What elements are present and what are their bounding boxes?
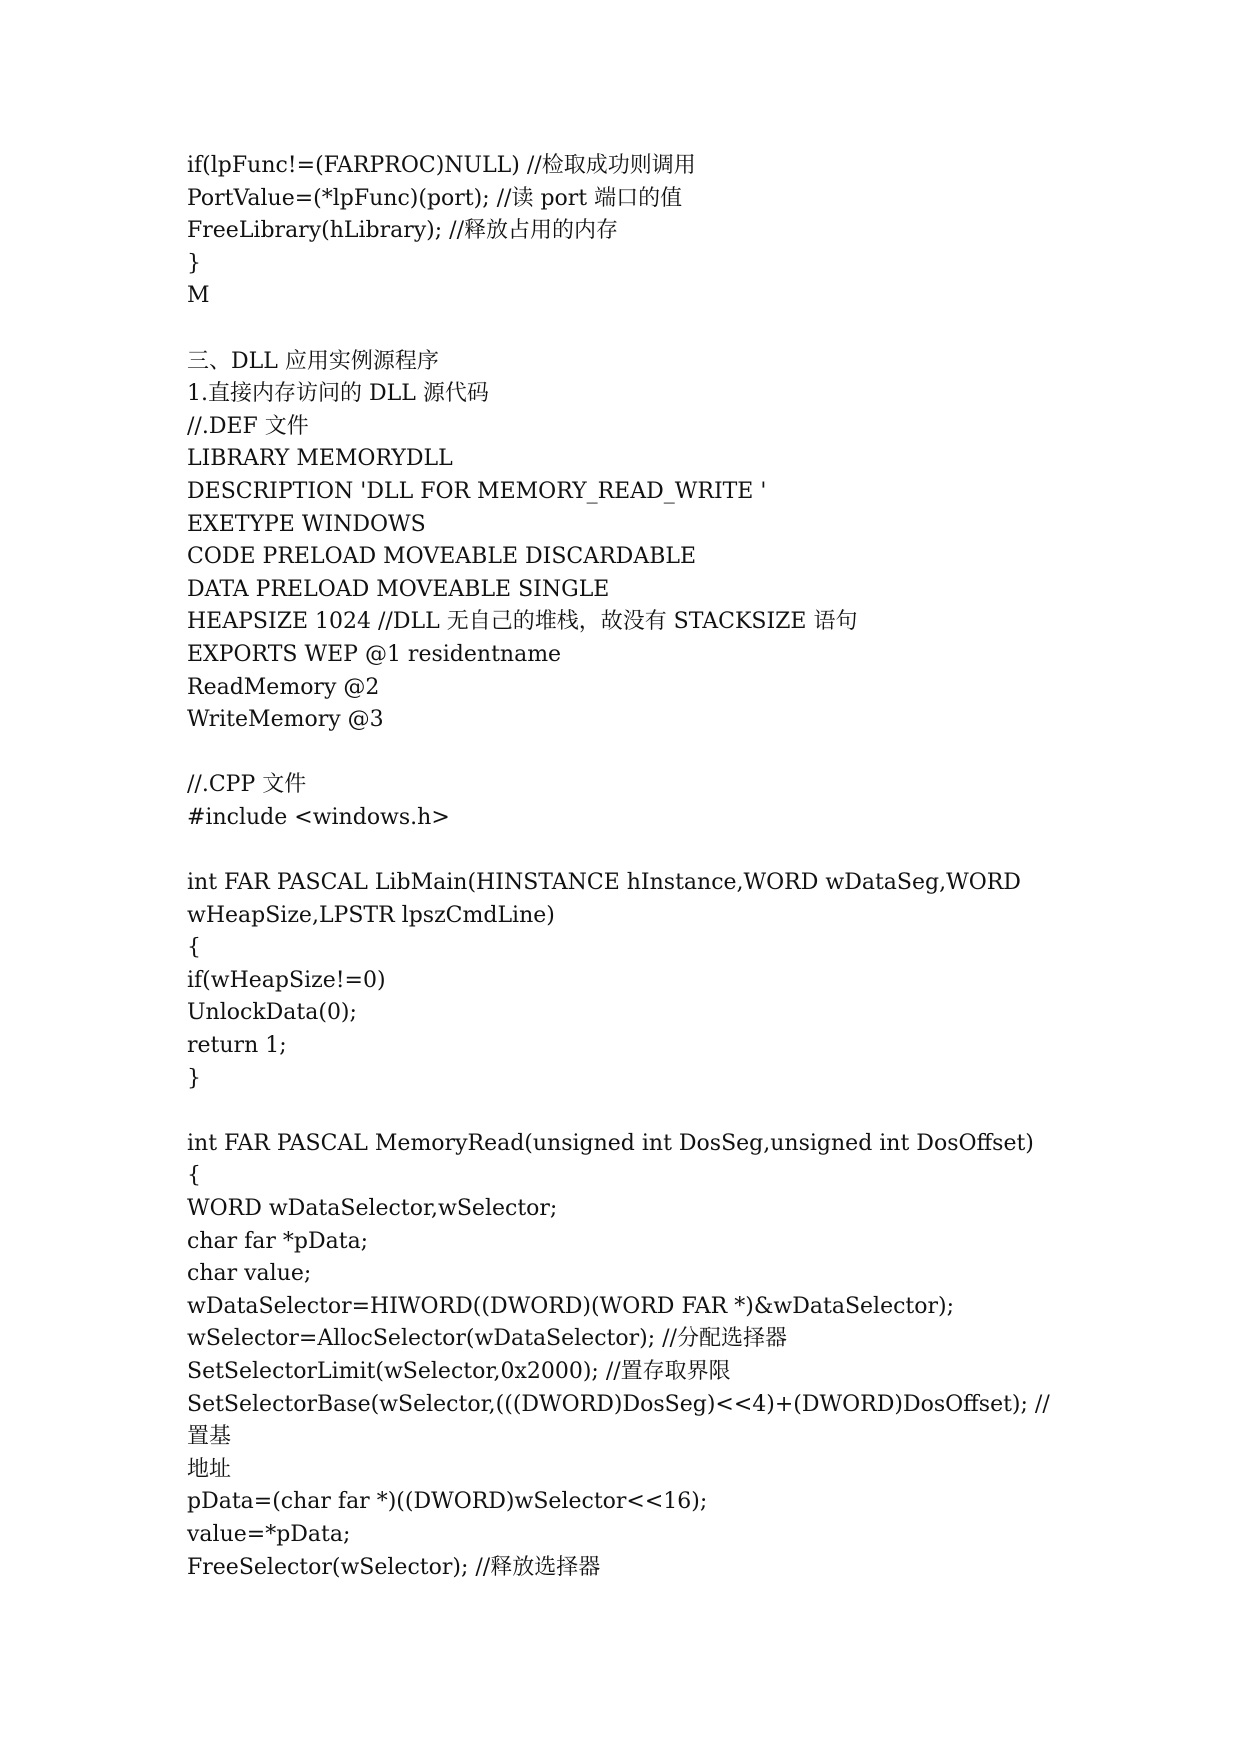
text-line: } [187, 250, 201, 276]
text-line: ReadMemory @2 [187, 674, 380, 700]
text-line: { [187, 1163, 201, 1189]
text-line: if(wHeapSize!=0) [187, 967, 386, 993]
text-line: wSelector=AllocSelector(wDataSelector); //分配选择器 [187, 1326, 787, 1352]
blank-line [187, 1095, 1087, 1128]
text-line: WriteMemory @3 [187, 707, 384, 733]
text-line: if(lpFunc!=(FARPROC)NULL) //检取成功则调用 [187, 153, 696, 178]
text-line: int FAR PASCAL MemoryRead(unsigned int DosSeg,unsigned int DosOffset) [187, 1130, 1034, 1156]
text-line: char value; [187, 1261, 312, 1287]
text-line: 三、DLL 应用实例源程序 [187, 348, 439, 374]
text-line: int FAR PASCAL LibMain(HINSTANCE hInstance,WORD wDataSeg,WORD [187, 870, 1021, 896]
text-line: //.DEF 文件 [187, 413, 309, 439]
text-line: { [187, 935, 201, 961]
text-line: UnlockData(0); [187, 1000, 357, 1026]
text-line: CODE PRELOAD MOVEABLE DISCARDABLE [187, 544, 697, 570]
text-line: EXETYPE WINDOWS [187, 511, 426, 537]
text-line: char far *pData; [187, 1228, 369, 1254]
text-line: 1.直接内存访问的 DLL 源代码 [187, 381, 489, 407]
blank-line [187, 834, 1087, 867]
text-line: HEAPSIZE 1024 //DLL 无自己的堆栈，故没有 STACKSIZE 语句 [187, 609, 858, 635]
text-line: DESCRIPTION 'DLL FOR MEMORY_READ_WRITE ' [187, 478, 767, 504]
text-line: wHeapSize,LPSTR lpszCmdLine) [187, 902, 555, 928]
blank-line [187, 313, 1087, 346]
text-line: pData=(char far *)((DWORD)wSelector<<16); [187, 1489, 708, 1515]
text-line: value=*pData; [187, 1521, 351, 1547]
text-line: FreeSelector(wSelector); //释放选择器 [187, 1554, 601, 1580]
text-line: DATA PRELOAD MOVEABLE SINGLE [187, 576, 610, 602]
text-line: EXPORTS WEP @1 residentname [187, 641, 562, 667]
text-line: //.CPP 文件 [187, 772, 307, 798]
text-line: SetSelectorBase(wSelector,(((DWORD)DosSeg)<<4)+(DWORD)DosOffset); // [187, 1391, 1050, 1417]
text-line: return 1; [187, 1033, 287, 1059]
text-line: LIBRARY MEMORYDLL [187, 446, 453, 472]
text-line: WORD wDataSelector,wSelector; [187, 1196, 558, 1221]
text-line: wDataSelector=HIWORD((DWORD)(WORD FAR *)&wDataSelector); [187, 1293, 955, 1319]
blank-line [187, 737, 1087, 770]
text-line: 置基 [187, 1424, 232, 1450]
text-line: M [187, 283, 210, 309]
text-line: } [187, 1065, 201, 1091]
code-listing [187, 150, 1087, 1584]
text-line: 地址 [187, 1456, 232, 1482]
text-line: FreeLibrary(hLibrary); //释放占用的内存 [187, 218, 618, 244]
text-line: PortValue=(*lpFunc)(port); //读 port 端口的值 [187, 185, 683, 211]
text-line: SetSelectorLimit(wSelector,0x2000); //置存取界限 [187, 1358, 731, 1384]
text-line: #include <windows.h> [187, 804, 450, 830]
